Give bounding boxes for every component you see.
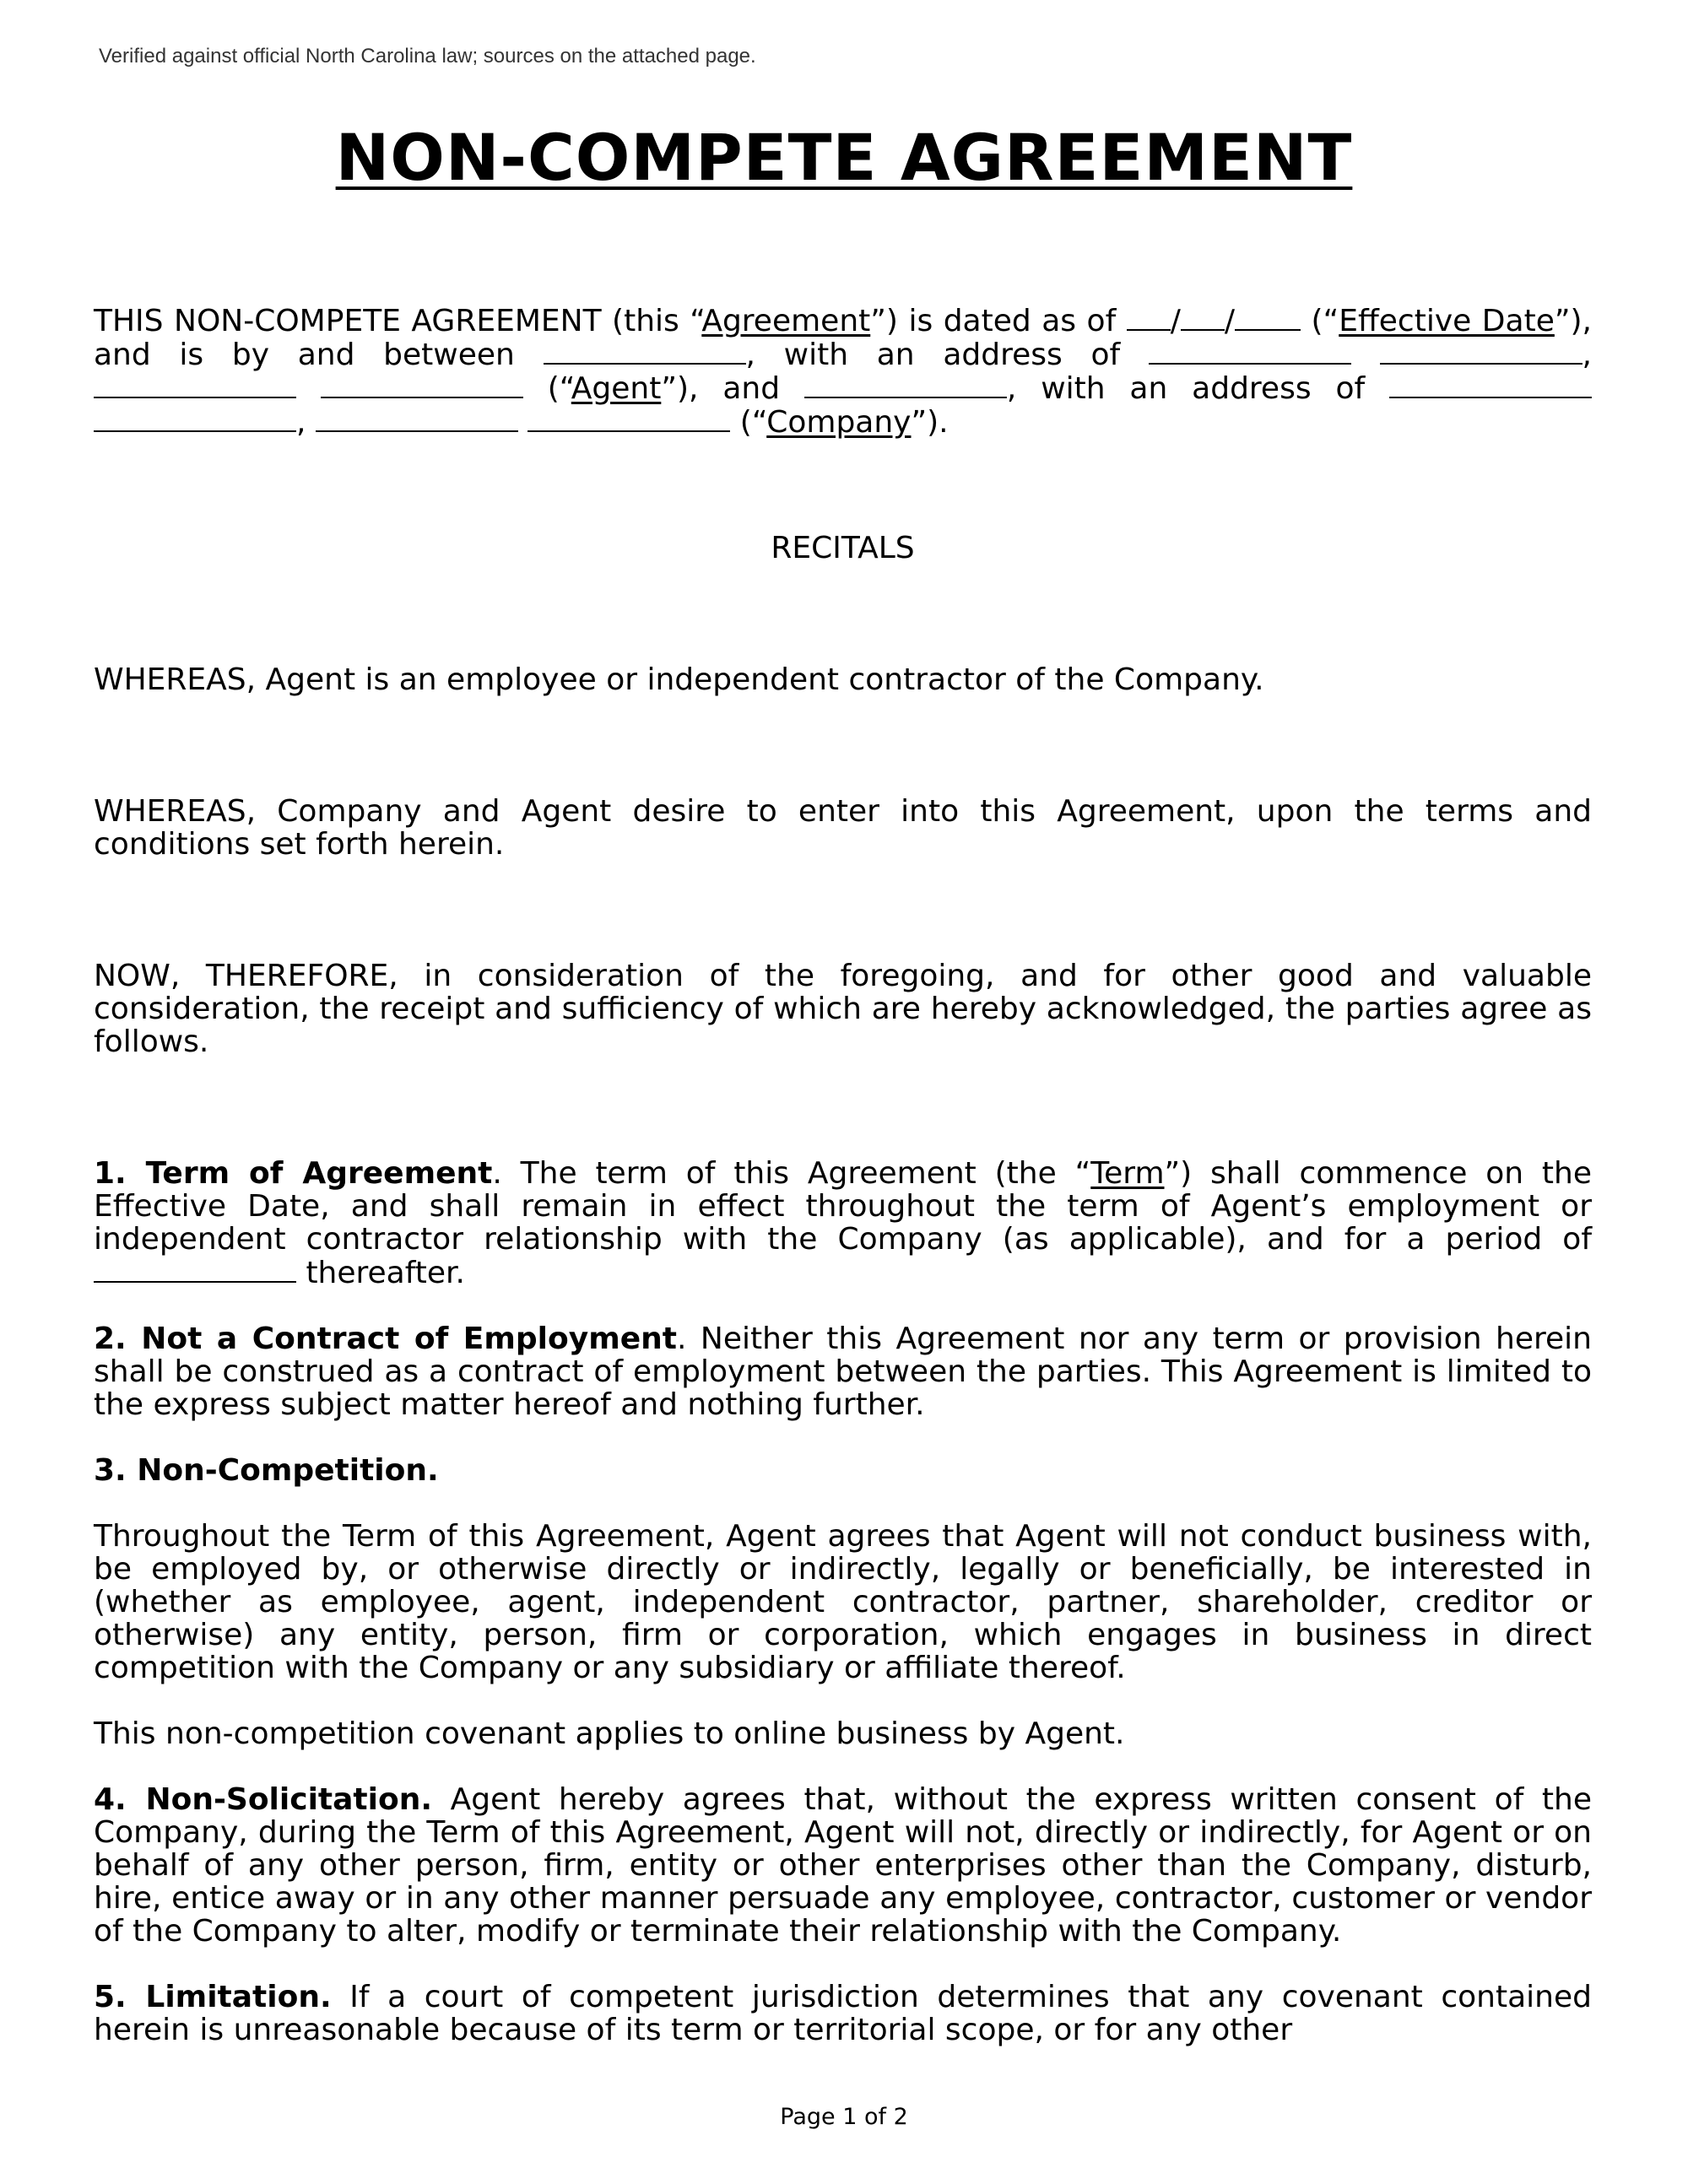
- section-4-non-solicitation: 4. Non-Solicitation. Agent hereby agrees that, without the express written consent of the Company, during the Term of this Agreement, Agent will not, directly or indirectly, for Agent or on behalf of any other person, firm, entity or other enterprises other than the Company, disturb, hire, entice away or in any other manner persuade any employee, contractor, customer or vendor of the Company to alter, modify or terminate their relationship with the Company.: [94, 1782, 1593, 1949]
- now-therefore-paragraph: NOW, THEREFORE, in consideration of the foregoing, and for other good and valuable consideration, the receipt and sufficiency of which are hereby acknowledged, the parties agree as follows.: [94, 959, 1592, 1059]
- document-title: NON-COMPETE AGREEMENT: [335, 120, 1353, 195]
- company-name-blank[interactable]: [804, 371, 1007, 398]
- company-address-blank-2[interactable]: [94, 405, 296, 432]
- agent-address-blank-3[interactable]: [94, 371, 296, 398]
- section-1-term: 1. Term of Agreement. The term of this Agreement (the “Term”) shall commence on the Effective Date, and shall remain in effect throughout the term of Agent’s employment or independent contractor relationship with the Company (as applicable), and for a period of thereafter.: [94, 1156, 1592, 1290]
- date-year-blank[interactable]: [1235, 304, 1301, 331]
- section-5-limitation: 5. Limitation. If a court of competent jurisdiction determines that any covenant contained herein is unreasonable because of its term or territorial scope, or for any other: [94, 1980, 1592, 2047]
- term-period-blank[interactable]: [94, 1256, 296, 1283]
- recitals-heading: RECITALS: [771, 531, 915, 565]
- section-3-paragraph-1: Throughout the Term of this Agreement, Agent agrees that Agent will not conduct business with, be employed by, or otherwise directly or indirectly, legally or beneficially, be interested in (whether as employee, agent, independent contractor, partner, shareholder, creditor or otherwise) any entity, person, firm or corporation, which engages in business in direct competition with the Company or any subsidiary or affiliate thereof.: [94, 1519, 1592, 1685]
- date-month-blank[interactable]: [1127, 304, 1171, 331]
- agent-address-blank-1[interactable]: [1149, 338, 1351, 365]
- recital-1: WHEREAS, Agent is an employee or independent contractor of the Company.: [94, 662, 1264, 697]
- agent-name-blank[interactable]: [544, 338, 746, 365]
- company-address-blank-3[interactable]: [316, 405, 518, 432]
- page-number: Page 1 of 2: [780, 2104, 908, 2130]
- date-day-blank[interactable]: [1181, 304, 1225, 331]
- document-body: [94, 304, 1592, 2046]
- recital-2: WHEREAS, Company and Agent desire to enter into this Agreement, upon the terms and conditions set forth herein.: [94, 794, 1592, 862]
- company-address-blank-1[interactable]: [1389, 371, 1592, 398]
- intro-paragraph: THIS NON-COMPETE AGREEMENT (this “Agreement”) is dated as of / / (“Effective Date”), and is by and between , with an address of , (“Agent”), and , with an address of , (“Company”).: [94, 304, 1592, 440]
- section-2-not-employment: 2. Not a Contract of Employment. Neither this Agreement nor any term or provision herein shall be construed as a contract of employment between the parties. This Agreement is limited to the express subject matter hereof and nothing further.: [94, 1322, 1592, 1422]
- agent-address-blank-4[interactable]: [321, 371, 523, 398]
- company-address-blank-4[interactable]: [528, 405, 730, 432]
- section-3-heading: 3. Non-Competition.: [94, 1453, 439, 1488]
- section-3-paragraph-2: This non-competition covenant applies to online business by Agent.: [94, 1716, 1125, 1751]
- verification-note: Verified against official North Carolina law; sources on the attached page.: [99, 45, 756, 68]
- agent-address-blank-2[interactable]: [1380, 338, 1582, 365]
